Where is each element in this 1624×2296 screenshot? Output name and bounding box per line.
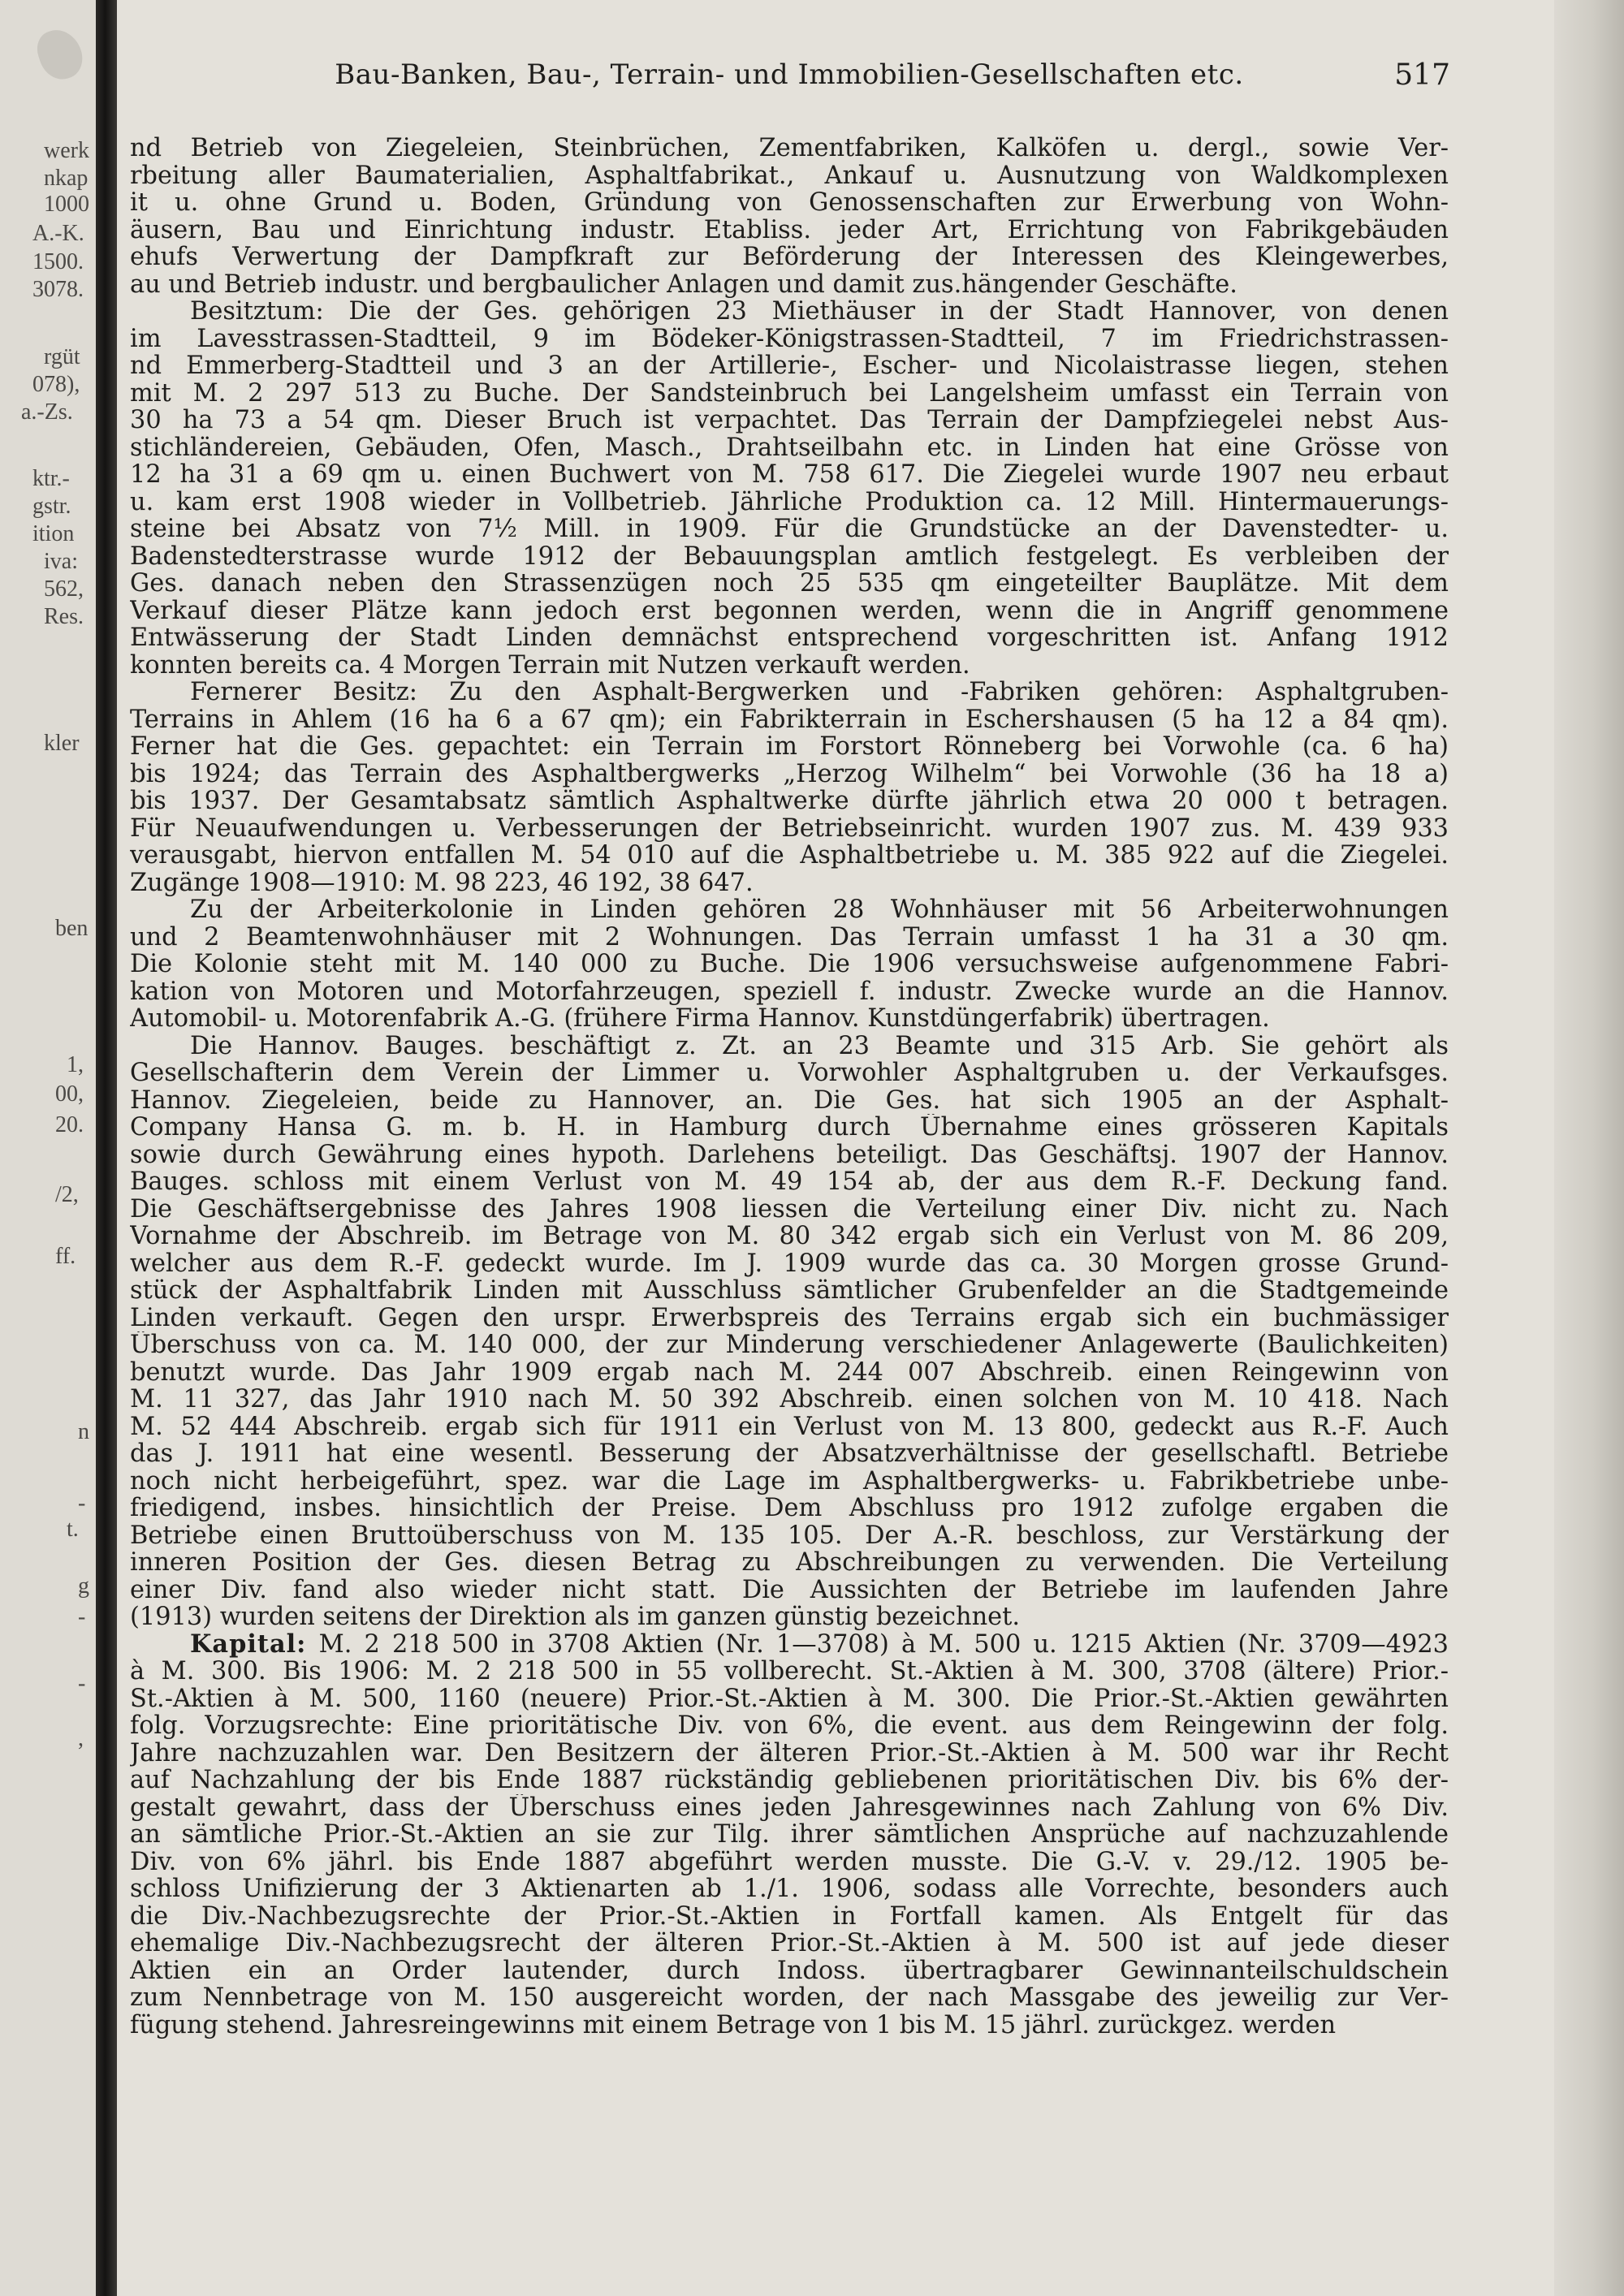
paragraph [130,896,1449,1033]
text-line: Die Kolonie steht mit M. 140 000 zu Buche. Die 1906 versuchsweise aufgenommene Fabri- [130,951,1449,978]
text-line: äusern, Bau und Einrichtung industr. Etabliss. jeder Art, Errichtung von Fabrikgebäuden [130,216,1449,244]
text-line: zum Nennbetrage von M. 150 ausgereicht worden, der nach Massgabe des jeweilig zur Ver- [130,1984,1449,2012]
text-line: Badenstedterstrasse wurde 1912 der Bebauungsplan amtlich festgelegt. Es verbleiben der [130,542,1449,570]
edge-fragment: kler [44,731,80,756]
edge-fragment: ktr.- [32,466,70,491]
text-line: benutzt wurde. Das Jahr 1909 ergab nach M. 244 007 Abschreib. einen Reingewinn von [130,1358,1449,1386]
text-line: Besitztum: Die der Ges. gehörigen 23 Miethäuser in der Stadt Hannover, von denen [190,298,1449,326]
edge-fragment: nkap [44,166,89,191]
text-line: das J. 1911 hat eine wesentl. Besserung der Absatzverhältnisse der gesellschaftl. Betriebe [130,1440,1449,1468]
text-line: 30 ha 73 a 54 qm. Dieser Bruch ist verpachtet. Das Terrain der Dampfziegelei nebst Aus- [130,407,1449,434]
edge-fragment: 1000 [44,192,89,217]
paragraph [130,135,1449,298]
text-line: Div. von 6% jährl. bis Ende 1887 abgeführt werden musste. Die G.-V. v. 29./12. 1905 be- [130,1848,1449,1875]
text-line: Ges. danach neben den Strassenzügen noch 25 535 qm eingeteilter Bauplätze. Mit dem [130,570,1449,598]
text-line: sowie durch Gewährung eines hypoth. Darlehens beteiligt. Das Geschäftsj. 1907 der Hannov. [130,1141,1449,1168]
edge-fragment: n [78,1419,89,1444]
text-line: verausgabt, hiervon entfallen M. 54 010 auf die Asphaltbetriebe u. M. 385 922 auf die Ziegelei. [130,842,1449,870]
text-line: steine bei Absatz von 7½ Mill. in 1909. Für die Grundstücke an der Davenstedter- u. [130,516,1449,543]
text-line: (1913) wurden seitens der Direktion als im ganzen günstig bezeichnet. [130,1603,1021,1631]
text-line: Jahre nachzuzahlen war. Den Besitzern der älteren Prior.-St.-Aktien à M. 500 war ihr Recht [130,1739,1449,1767]
text-line: welcher aus dem R.-F. gedeckt wurde. Im J. 1909 wurde das ca. 30 Morgen grosse Grund- [130,1249,1449,1277]
edge-fragment: , [78,1726,84,1751]
edge-fragment: a.-Zs. [21,399,73,425]
edge-fragment: - [78,1671,86,1696]
paragraph [130,1033,1449,1631]
edge-fragment: ition [32,521,75,546]
text-line: stück der Asphaltfabrik Linden mit Ausschluss sämtlicher Grubenfelder an die Stadtgemeinde [130,1277,1449,1305]
text-line: an sämtliche Prior.-St.-Aktien an sie zur Tilg. ihrer sämtlichen Ansprüche auf nachzuzahlende [130,1821,1449,1849]
edge-fragment: gstr. [32,494,71,519]
text-line: Company Hansa G. m. b. H. in Hamburg durch Übernahme eines grösseren Kapitals [130,1114,1449,1142]
paragraph [130,1631,1449,2039]
edge-fragment: ben [55,916,89,941]
text-line: ehufs Verwertung der Dampfkraft zur Beförderung der Interessen des Kleingewerbes, [130,244,1449,271]
edge-fragment: rgüt [44,344,80,369]
edge-fragment: Res. [44,604,84,629]
text-line: Betriebe einen Bruttoüberschuss von M. 135 105. Der A.-R. beschloss, zur Verstärkung der [130,1521,1449,1549]
text-line: einer Div. fand also wieder nicht statt. Die Aussichten der Betriebe im laufenden Jahre [130,1576,1449,1603]
text-line: konnten bereits ca. 4 Morgen Terrain mit Nutzen verkauft werden. [130,651,970,679]
text-line: Zugänge 1908—1910: M. 98 223, 46 192, 38 647. [130,869,754,896]
paragraph [130,298,1449,679]
text-line: rbeitung aller Baumaterialien, Asphaltfabrikat., Ankauf u. Ausnutzung von Waldkomplexen [130,162,1449,189]
text-line: Bauges. schloss mit einem Verlust von M. 49 154 ab, der aus dem R.-F. Deckung fand. [130,1168,1449,1196]
edge-fragment: 20. [55,1112,84,1137]
text-line: Die Hannov. Bauges. beschäftigt z. Zt. an 23 Beamte und 315 Arb. Sie gehört als [190,1032,1449,1060]
text-line: St.-Aktien à M. 500, 1160 (neuere) Prior.-St.-Aktien à M. 300. Die Prior.-St.-Aktien gewährten [130,1685,1449,1712]
text-line: M. 52 444 Abschreib. ergab sich für 1911 ein Verlust von M. 13 800, gedeckt aus R.-F. Auch [130,1413,1449,1440]
text-line: nd Betrieb von Ziegeleien, Steinbrüchen, Zementfabriken, Kalköfen u. dergl., sowie Ver- [130,135,1449,162]
text-line: Fernerer Besitz: Zu den Asphalt-Bergwerken und -Fabriken gehören: Asphaltgruben- [190,679,1449,706]
edge-fragment: - [78,1491,86,1516]
text-line: Zu der Arbeiterkolonie in Linden gehören 28 Wohnhäuser mit 56 Arbeiterwohnungen [190,896,1449,924]
stain [32,24,89,84]
edge-fragment: g [78,1573,89,1599]
text-line: Automobil- u. Motorenfabrik A.-G. (frühere Firma Hannov. Kunstdüngerfabrik) übertragen. [130,1005,1270,1033]
edge-fragment: 078), [32,372,80,397]
text-line: Linden verkauft. Gegen den urspr. Erwerbspreis des Terrains ergab sich ein buchmässiger [130,1304,1449,1331]
text-line: gestalt gewahrt, dass der Überschuss eines jeden Jahresgewinnes nach Zahlung von 6% Div. [130,1793,1449,1821]
text-line: bis 1924; das Terrain des Asphaltbergwerks „Herzog Wilhelm“ bei Vorwohle (36 ha 18 a) [130,760,1449,788]
edge-fragment: 3078. [32,277,84,302]
text-line: Entwässerung der Stadt Linden demnächst entsprechend vorgeschritten ist. Anfang 1912 [130,624,1449,652]
page-right-edge [1554,0,1624,2296]
page-number: 517 [1394,58,1450,92]
text-line: à M. 300. Bis 1906: M. 2 218 500 in 55 vollberecht. St.-Aktien à M. 300, 3708 (ältere) Prior.- [130,1658,1449,1685]
edge-fragment: werk [44,138,89,163]
header-title: Bau-Banken, Bau-, Terrain- und Immobilien-Gesellschaften etc. [335,58,1244,91]
text-line: Überschuss von ca. M. 140 000, der zur Minderung verschiedener Anlagewerte (Baulichkeiten) [130,1331,1449,1359]
text-line: au und Betrieb industr. und bergbaulicher Anlagen und damit zus.hängender Geschäfte. [130,270,1237,298]
text-line [130,1631,1449,1659]
text-line: Gesellschafterin dem Verein der Limmer u. Vorwohler Asphaltgruben u. der Verkaufsges. [130,1060,1449,1087]
text-line: ehemalige Div.-Nachbezugsrecht der älteren Prior.-St.-Aktien à M. 500 ist auf jede dieser [130,1930,1449,1957]
edge-fragment: t. [67,1517,79,1542]
text-line: u. kam erst 1908 wieder in Vollbetrieb. Jährliche Produktion ca. 12 Mill. Hintermauerungs- [130,488,1449,516]
text-line: folg. Vorzugsrechte: Eine prioritätische Div. von 6%, die event. aus dem Reingewinn der folg. [130,1712,1449,1740]
edge-fragment: 1, [67,1052,84,1077]
paragraph [130,679,1449,896]
text-line: schloss Unifizierung der 3 Aktienarten ab 1./1. 1906, sodass alle Vorrechte, besonders auch [130,1875,1449,1903]
edge-fragment: /2, [55,1182,79,1207]
edge-fragment: 00, [55,1081,84,1107]
edge-fragment: A.-K. [32,221,84,246]
text-line: Aktien ein an Order lautender, durch Indoss. übertragbarer Gewinnanteilschuldschein [130,1957,1449,1984]
text-line: noch nicht herbeigeführt, spez. war die Lage im Asphaltbergwerks- u. Fabrikbetriebe unbe- [130,1467,1449,1495]
edge-fragment: iva: [44,549,78,574]
text-line: it u. ohne Grund u. Boden, Gründung von Genossenschaften zur Erwerbung von Wohn- [130,189,1449,217]
text-line: Hannov. Ziegeleien, beide zu Hannover, an. Die Ges. hat sich 1905 an der Asphalt- [130,1086,1449,1114]
body-text [130,135,1449,2039]
text-line: nd Emmerberg-Stadtteil und 3 an der Artillerie-, Escher- und Nicolaistrasse liegen, stehen [130,352,1449,380]
text-line: und 2 Beamtenwohnhäuser mit 2 Wohnungen. Das Terrain umfasst 1 ha 31 a 30 qm. [130,923,1449,951]
text-line: Ferner hat die Ges. gepachtet: ein Terrain im Forstort Rönneberg bei Vorwohle (ca. 6 ha) [130,733,1449,761]
edge-fragment: 1500. [32,249,84,274]
book-page [130,0,1449,2296]
adjacent-page-edge [0,0,96,2296]
book-gutter [96,0,117,2296]
text-line: Vornahme der Abschreib. im Betrage von M. 80 342 ergab sich ein Verlust von M. 86 209, [130,1223,1449,1250]
text-line: kation von Motoren und Motorfahrzeugen, speziell f. industr. Zwecke wurde an die Hannov. [130,978,1449,1005]
text-line: die Div.-Nachbezugsrechte der Prior.-St.-Aktien in Fortfall kamen. Als Entgelt für das [130,1902,1449,1930]
text-line: mit M. 2 297 513 zu Buche. Der Sandsteinbruch bei Langelsheim umfasst ein Terrain von [130,379,1449,407]
text-line: auf Nachzahlung der bis Ende 1887 rückständig gebliebenen prioritätischen Div. bis 6% der- [130,1767,1449,1794]
edge-fragment: - [78,1604,86,1629]
edge-fragment: ff. [55,1244,76,1269]
text-line: stichländereien, Gebäuden, Ofen, Masch., Drahtseilbahn etc. in Linden hat eine Grösse von [130,434,1449,461]
section-lead: Kapital: [190,1630,307,1658]
text-line: bis 1937. Der Gesamtabsatz sämtlich Asphaltwerke dürfte jährlich etwa 20 000 t betragen. [130,788,1449,815]
text-line: Die Geschäftsergebnisse des Jahres 1908 liessen die Verteilung einer Div. nicht zu. Nach [130,1195,1449,1223]
text-line: 12 ha 31 a 69 qm u. einen Buchwert von M. 758 617. Die Ziegelei wurde 1907 neu erbaut [130,461,1449,489]
text-line: inneren Position der Ges. diesen Betrag zu Abschreibungen zu verwenden. Die Verteilung [130,1549,1449,1577]
text-line: Verkauf dieser Plätze kann jedoch erst begonnen werden, wenn die in Angriff genommene [130,597,1449,624]
text-line: M. 11 327, das Jahr 1910 nach M. 50 392 Abschreib. einen solchen von M. 10 418. Nach [130,1386,1449,1413]
text-line: im Lavesstrassen-Stadtteil, 9 im Bödeker-Königstrassen-Stadtteil, 7 im Friedrichstrassen- [130,325,1449,352]
line-text: M. 2 218 500 in 3708 Aktien (Nr. 1—3708) à M. 500 u. 1215 Aktien (Nr. 3709—4923 [306,1630,1449,1658]
text-line: Terrains in Ahlem (16 ha 6 a 67 qm); ein Fabrikterrain in Eschershausen (5 ha 12 a 84 qm). [130,706,1449,733]
edge-fragment: 562, [44,576,84,602]
text-line: Für Neuaufwendungen u. Verbesserungen der Betriebseinricht. wurden 1907 zus. M. 439 933 [130,814,1449,842]
text-line: friedigend, insbes. hinsichtlich der Preise. Dem Abschluss pro 1912 zufolge ergaben die [130,1495,1449,1522]
running-header [130,58,1449,99]
text-line: fügung stehend. Jahresreingewinns mit einem Betrage von 1 bis M. 15 jährl. zurückgez. werden [130,2011,1337,2039]
